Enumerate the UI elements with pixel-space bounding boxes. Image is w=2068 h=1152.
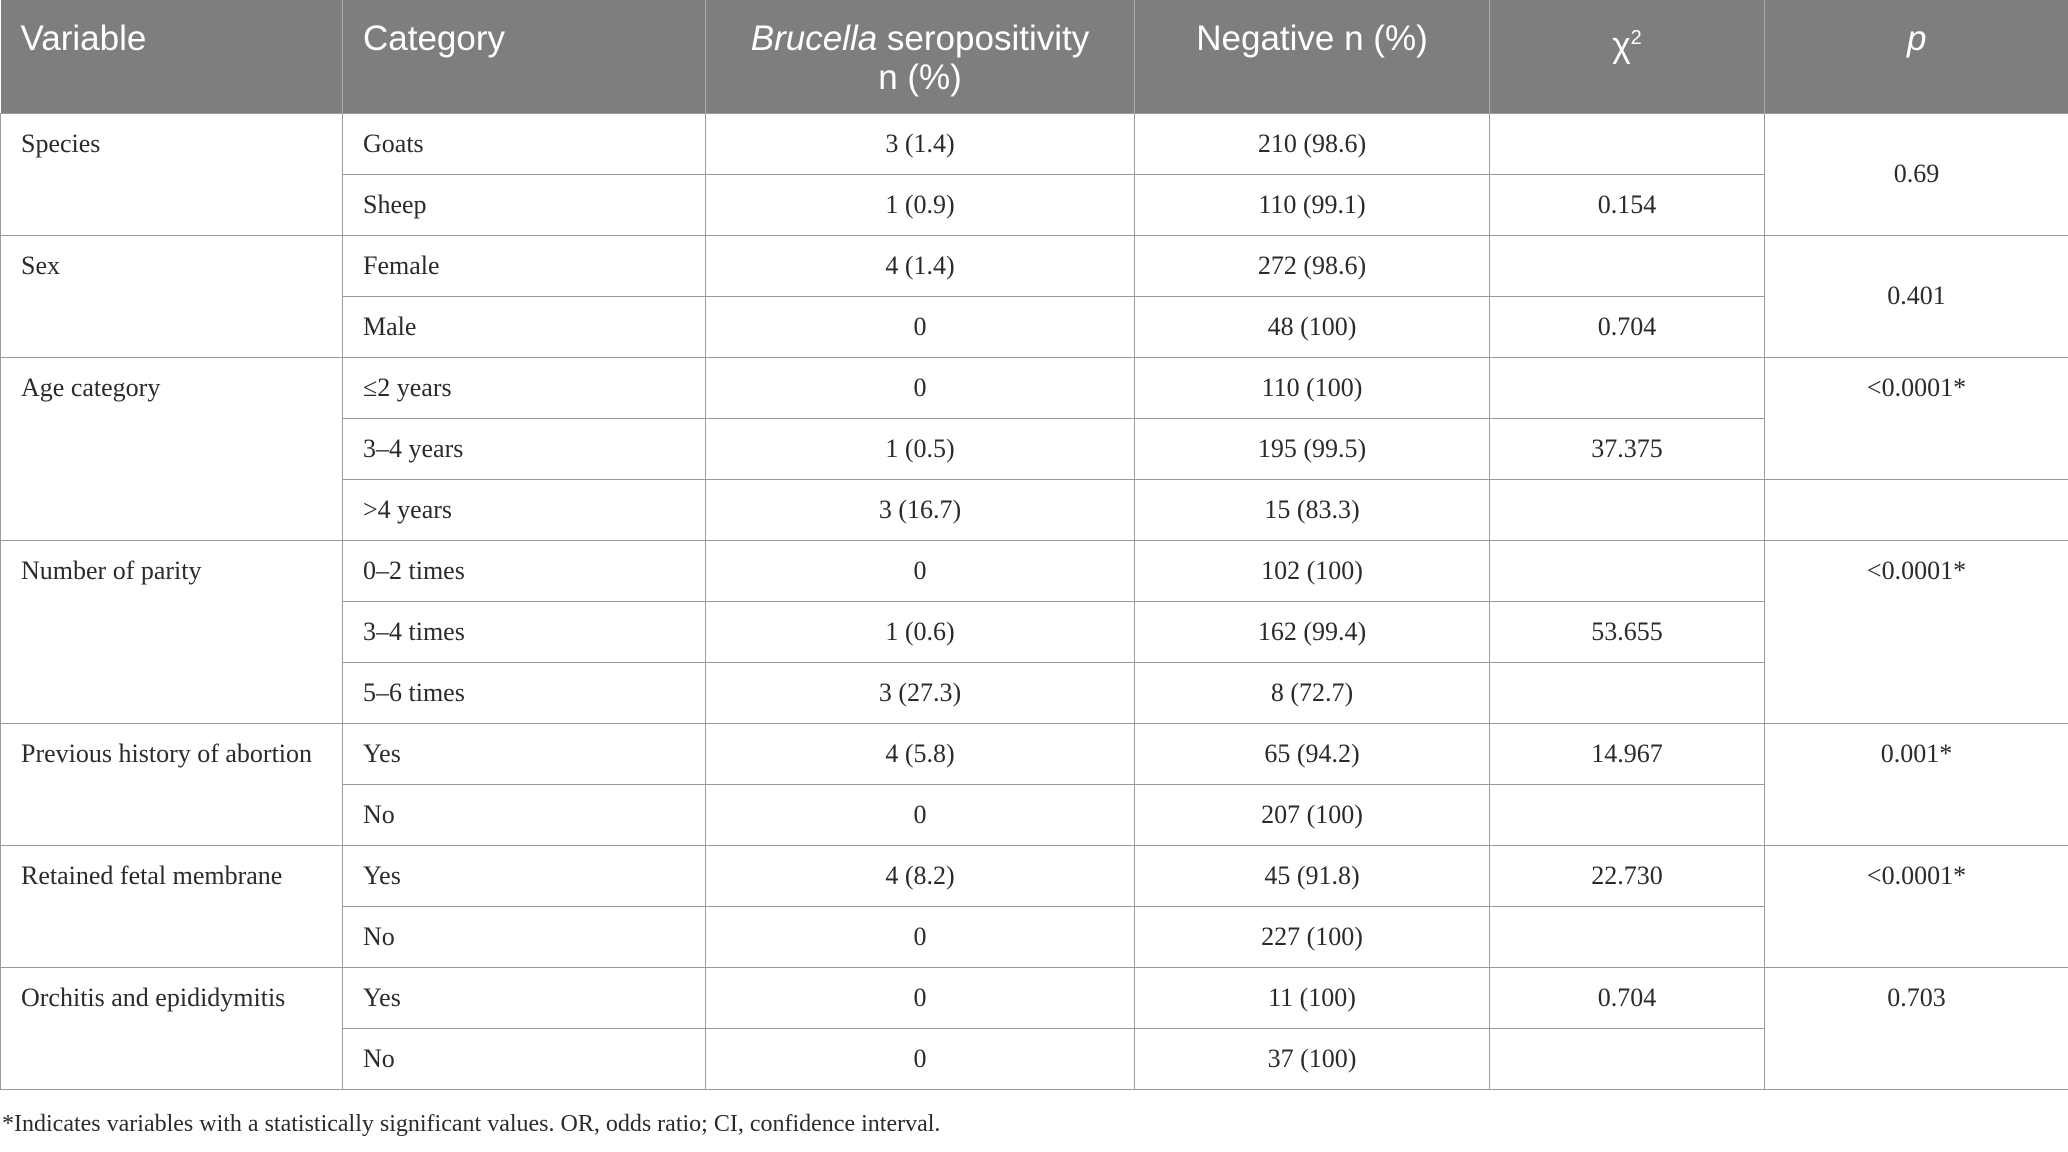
- chi2-cell: [1490, 662, 1765, 723]
- category-cell: >4 years: [343, 479, 706, 540]
- p-cell: 0.703: [1765, 967, 2068, 1089]
- chi2-cell: [1490, 784, 1765, 845]
- table-row: [1, 845, 2068, 906]
- variable-cell: Orchitis and epididymitis: [1, 967, 343, 1089]
- header-row: [1, 0, 2068, 113]
- header-chi-sup: 2: [1630, 27, 1642, 49]
- negative-cell: 162 (99.4): [1135, 601, 1490, 662]
- chi2-cell: 14.967: [1490, 723, 1765, 784]
- header-category: Category: [343, 0, 706, 113]
- negative-cell: 110 (100): [1135, 357, 1490, 418]
- chi2-cell: [1490, 113, 1765, 174]
- negative-cell: 207 (100): [1135, 784, 1490, 845]
- category-cell: Male: [343, 296, 706, 357]
- positive-cell: 0: [706, 357, 1135, 418]
- positive-cell: 0: [706, 906, 1135, 967]
- chi2-cell: 0.704: [1490, 296, 1765, 357]
- table-row: [1, 723, 2068, 784]
- negative-cell: 11 (100): [1135, 967, 1490, 1028]
- variable-cell: Number of parity: [1, 540, 343, 723]
- table-row: [1, 540, 2068, 601]
- category-cell: No: [343, 1028, 706, 1089]
- category-cell: Goats: [343, 113, 706, 174]
- positive-cell: 1 (0.9): [706, 174, 1135, 235]
- variable-cell: Retained fetal membrane: [1, 845, 343, 967]
- p-cell: <0.0001*: [1765, 845, 2068, 967]
- negative-cell: 65 (94.2): [1135, 723, 1490, 784]
- chi2-cell: [1490, 540, 1765, 601]
- positive-cell: 4 (8.2): [706, 845, 1135, 906]
- table-footnote: *Indicates variables with a statistically significant values. OR, odds ratio; CI, confidence interval.: [2, 1111, 941, 1137]
- category-cell: ≤2 years: [343, 357, 706, 418]
- p-cell: 0.001*: [1765, 723, 2068, 845]
- negative-cell: 210 (98.6): [1135, 113, 1490, 174]
- positive-cell: 1 (0.6): [706, 601, 1135, 662]
- category-cell: 3–4 times: [343, 601, 706, 662]
- chi2-cell: 37.375: [1490, 418, 1765, 479]
- positive-cell: 3 (27.3): [706, 662, 1135, 723]
- header-variable: Variable: [1, 0, 343, 113]
- positive-cell: 4 (5.8): [706, 723, 1135, 784]
- positive-cell: 0: [706, 967, 1135, 1028]
- positive-cell: 3 (1.4): [706, 113, 1135, 174]
- p-cell: <0.0001*: [1765, 540, 2068, 723]
- category-cell: Yes: [343, 967, 706, 1028]
- chi2-cell: [1490, 235, 1765, 296]
- negative-cell: 8 (72.7): [1135, 662, 1490, 723]
- chi2-cell: [1490, 357, 1765, 418]
- category-cell: 5–6 times: [343, 662, 706, 723]
- variable-cell: Species: [1, 113, 343, 235]
- negative-cell: 272 (98.6): [1135, 235, 1490, 296]
- negative-cell: 227 (100): [1135, 906, 1490, 967]
- positive-cell: 1 (0.5): [706, 418, 1135, 479]
- positive-cell: 0: [706, 784, 1135, 845]
- header-p: p: [1765, 0, 2068, 113]
- p-cell: 0.401: [1765, 235, 2068, 357]
- variable-cell: Previous history of abortion: [1, 723, 343, 845]
- positive-cell: 0: [706, 1028, 1135, 1089]
- chi2-cell: [1490, 906, 1765, 967]
- category-cell: Yes: [343, 723, 706, 784]
- chi2-cell: [1490, 1028, 1765, 1089]
- negative-cell: 48 (100): [1135, 296, 1490, 357]
- positive-cell: 4 (1.4): [706, 235, 1135, 296]
- negative-cell: 15 (83.3): [1135, 479, 1490, 540]
- p-cell: [1765, 479, 2068, 540]
- category-cell: Sheep: [343, 174, 706, 235]
- header-brucella: Brucella: [750, 19, 878, 58]
- header-seropositivity-text: seropositivity: [877, 19, 1090, 58]
- category-cell: No: [343, 784, 706, 845]
- category-cell: Female: [343, 235, 706, 296]
- category-cell: Yes: [343, 845, 706, 906]
- table-row: [1, 235, 2068, 296]
- positive-cell: 0: [706, 540, 1135, 601]
- variable-cell: Age category: [1, 357, 343, 540]
- p-cell: <0.0001*: [1765, 357, 2068, 479]
- positive-cell: 3 (16.7): [706, 479, 1135, 540]
- negative-cell: 45 (91.8): [1135, 845, 1490, 906]
- chi2-cell: 22.730: [1490, 845, 1765, 906]
- positive-cell: 0: [706, 296, 1135, 357]
- p-cell: 0.69: [1765, 113, 2068, 235]
- header-seropositivity: [706, 0, 1135, 113]
- negative-cell: 37 (100): [1135, 1028, 1490, 1089]
- chi2-cell: 53.655: [1490, 601, 1765, 662]
- table-row: [1, 967, 2068, 1028]
- header-seropositivity-unit: n (%): [878, 58, 962, 97]
- table-row: [1, 357, 2068, 418]
- variable-cell: Sex: [1, 235, 343, 357]
- category-cell: 3–4 years: [343, 418, 706, 479]
- category-cell: 0–2 times: [343, 540, 706, 601]
- negative-cell: 110 (99.1): [1135, 174, 1490, 235]
- negative-cell: 195 (99.5): [1135, 418, 1490, 479]
- header-negative: Negative n (%): [1135, 0, 1490, 113]
- chi2-cell: 0.704: [1490, 967, 1765, 1028]
- category-cell: No: [343, 906, 706, 967]
- header-chi-base: χ: [1612, 25, 1631, 65]
- negative-cell: 102 (100): [1135, 540, 1490, 601]
- table-row: [1, 113, 2068, 174]
- header-chi-square: [1490, 0, 1765, 113]
- chi2-cell: 0.154: [1490, 174, 1765, 235]
- chi2-cell: [1490, 479, 1765, 540]
